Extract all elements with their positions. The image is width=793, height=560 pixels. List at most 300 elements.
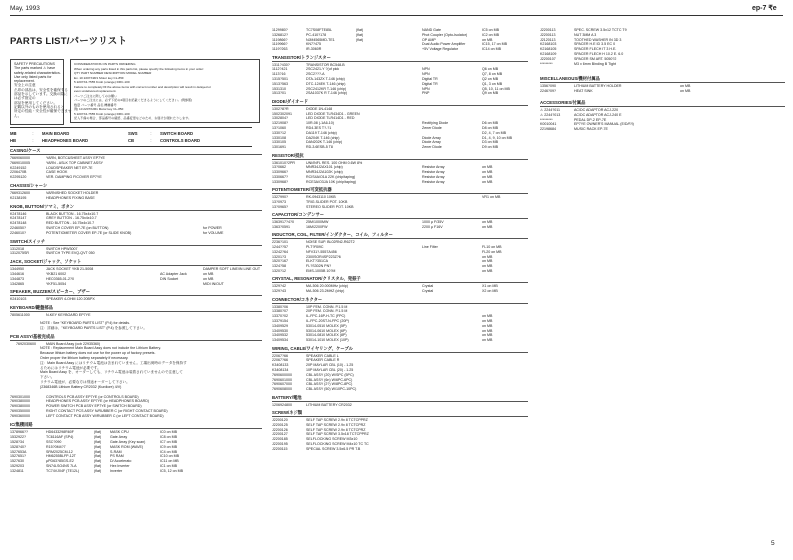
- order-box-line: even undelivered replacement.: [74, 89, 117, 93]
- part-number: K2168109: [540, 51, 557, 56]
- part-name: PLT?R09C: [306, 245, 324, 250]
- parts-row: [10, 297, 262, 302]
- section-heading: SPEAKER, BUZZER/スピーカー、ブザー: [10, 289, 91, 295]
- part-reference: on MB: [203, 271, 214, 276]
- part-reference: 2200 μ F16V: [422, 224, 443, 229]
- board-separator: ：: [32, 131, 37, 136]
- part-name: 2SC2412KR T-146 (chip): [306, 86, 347, 91]
- parts-row: [272, 269, 528, 274]
- section-heading: CASING/ケース: [10, 148, 41, 153]
- part-name: YKF51-5054: [46, 281, 67, 286]
- part-name: MNR34J2A102K (chip): [306, 170, 343, 175]
- parts-row: [272, 205, 528, 210]
- section-heading: CONNECTOR/コネクター: [272, 296, 323, 302]
- pcb-note: 下さい。: [40, 375, 55, 380]
- part-location: X1 on MB: [482, 284, 498, 289]
- part-reference: Hex Inverter: [110, 464, 130, 469]
- part-name: 16M/2200FW: [306, 224, 328, 229]
- part-reference: OP AMP: [422, 37, 436, 42]
- part-name: SELF TAP SCREW 2.9x 8 TCTCPRZ: [306, 427, 366, 432]
- part-number: 1112?421: [272, 67, 288, 72]
- part-name: SWITCH TYPE EVQ-QVT 050: [46, 251, 95, 256]
- part-name: LED DIODE TLR434D1 - GREEN: [306, 111, 360, 116]
- part-number: 1330108: [272, 135, 286, 140]
- part-number: 1119866?: [272, 37, 288, 42]
- part-name: MNR34J2AX101 (chip): [306, 165, 343, 170]
- part-number: ⚠ 2244?013: [540, 112, 561, 117]
- part-number: 1119?263: [272, 47, 288, 52]
- parts-section: [272, 187, 528, 209]
- part-number: 1324811: [10, 468, 24, 473]
- part-number: J2120113: [540, 37, 556, 42]
- part-number: 1113?16: [272, 72, 286, 77]
- part-location: on MB: [482, 269, 493, 274]
- parts-section: [272, 297, 528, 343]
- section-heading: IC/集積回路: [10, 422, 33, 428]
- part-name: TRIG.SLIDER POT. 10KB: [306, 199, 348, 204]
- parts-section: [272, 410, 528, 452]
- parts-section: [10, 305, 262, 318]
- section-rule: [272, 61, 528, 62]
- part-number: K2478146: [10, 211, 27, 216]
- part-name: 20P FEM. CONN. P.1.5 M: [306, 309, 348, 314]
- part-location: on MB: [482, 264, 493, 269]
- part-number: J2200185: [272, 437, 288, 442]
- parts-row: [10, 251, 262, 256]
- part-reference: MIDI IN/OUT: [203, 281, 224, 286]
- section-rule: [10, 189, 262, 190]
- parts-section: [10, 259, 262, 286]
- section-heading: CHASSIS/シャーシ: [10, 182, 48, 188]
- part-number: K2138195: [10, 195, 27, 200]
- part-name: RCE3A/O3JA 10K (chip/taping): [306, 179, 356, 184]
- part-name: SELFLOCKING SCREW M3x10: [306, 437, 358, 442]
- part-number: 1326812?: [272, 32, 288, 37]
- part-location: FL10 on MB: [482, 245, 502, 250]
- section-heading: CRYSTAL, RESONATOR/クリスタル、発振子: [272, 276, 361, 282]
- part-location: IC11 on MB: [160, 459, 179, 464]
- keyboard-note: 注：詳細は、"KEYBOARD PARTS LIST" (P.4) を参照して下さい。: [40, 325, 147, 330]
- part-location: Q7, 8 on MB: [482, 72, 503, 77]
- part-description: AC Adapter Jack: [160, 271, 187, 276]
- section-heading: KEYBOARD/鍵盤部品: [10, 305, 53, 311]
- part-reference: Inverter: [110, 468, 123, 473]
- part-location: on MB: [482, 165, 493, 170]
- part-name: LITHIUM BATTERY CR2032: [306, 402, 352, 407]
- safety-box-line: 部品を使用してください。: [14, 100, 58, 105]
- safety-box-line: Use only listed parts for: [14, 74, 52, 79]
- parts-row: [540, 89, 785, 94]
- part-number: 1129980?: [272, 28, 288, 32]
- accessories-section: [540, 100, 785, 132]
- part-name: R15?0M4?7: [46, 444, 66, 449]
- part-number: 1330667?: [272, 174, 288, 179]
- part-number: 13380?07: [272, 309, 288, 314]
- part-reference: NAND Gate: [422, 28, 441, 32]
- part-number: 1320?12: [272, 269, 286, 274]
- part-number: 13242?64: [272, 249, 288, 254]
- part-number: 7692030600: [16, 341, 36, 346]
- section-heading: WIRING, CABLE/ワイヤリング、ケーブル: [272, 345, 353, 351]
- part-number: 1321908?: [272, 121, 288, 126]
- part-name: 53014-1010 MOLEX (10P): [306, 338, 349, 343]
- section-rule: [10, 154, 262, 155]
- part-name: SWITCH HPW3007: [46, 246, 78, 251]
- part-name: YARN - ASLK TOP CABINET ASSY: [46, 160, 103, 165]
- parts-row: [540, 62, 785, 67]
- part-number: J2200115: [272, 446, 288, 451]
- part-reference: DAMPER SOFT LINE/IN LINE OUT: [203, 267, 261, 272]
- parts-row: [272, 387, 528, 392]
- part-reference: Line Filter: [422, 245, 438, 250]
- part-number: 7690600000: [272, 372, 292, 377]
- part-location: D2, 4, 7 on MB: [482, 130, 506, 135]
- part-name: MA-506 23.2MHZ (chip): [306, 289, 345, 294]
- part-name: FL?S302N PN?: [306, 264, 332, 269]
- part-name: LITHIUM BATTERY HOLDER: [574, 84, 622, 89]
- parts-row: [540, 127, 785, 132]
- parts-row: [272, 47, 528, 52]
- board-name: MAIN BOARD: [42, 131, 70, 136]
- part-number: 1527630: [10, 459, 24, 464]
- order-box-line: Ex. 10 2207X2R1 Motor key CL-85F: [74, 75, 124, 80]
- section-rule: [272, 238, 528, 239]
- order-box-line: パーツご注文に際してのお願い: [74, 93, 118, 98]
- part-number: 7690380000: [10, 399, 30, 404]
- part-name: NJM4565MD-TE1: [306, 37, 335, 42]
- part-reference: Rectifying Diode: [422, 121, 449, 126]
- parts-section: [272, 212, 528, 230]
- part-description: (flat): [94, 459, 102, 464]
- part-number: 13201?3: [272, 254, 286, 259]
- part-reference: Gate Array: [110, 435, 128, 440]
- section-heading: MISCELLANEOUS/機材付属品: [540, 76, 600, 82]
- part-reference: NPN: [422, 72, 430, 77]
- part-name: SPACER FLECH H 10.2 E. 6.0: [574, 51, 624, 56]
- part-name: PEDAL DP-2 EP-7E: [574, 117, 607, 122]
- parts-section: [10, 183, 262, 201]
- part-location: on MB: [482, 338, 493, 343]
- parts-row: [272, 91, 528, 96]
- part-reference: for POWER: [203, 225, 222, 230]
- part-number: 7690607000: [272, 382, 292, 387]
- part-name: RD4.3ES T?-?1: [306, 125, 332, 130]
- part-number: 7690301000: [10, 394, 30, 399]
- part-number: 7690608000: [272, 387, 292, 392]
- part-name: SPACER FLECH IT 3 H.E.: [574, 47, 617, 52]
- board-name: CONTROLS BOARD: [160, 138, 201, 143]
- parts-row: [272, 403, 528, 408]
- board-abbr: MB: [10, 131, 17, 136]
- parts-row: [10, 469, 262, 474]
- part-description: (flat): [94, 464, 102, 469]
- section-rule: [10, 265, 262, 266]
- part-reference: MASK CPU: [110, 430, 129, 435]
- page-title: PARTS LIST/パーツリスト: [10, 36, 128, 47]
- part-location: on MB: [482, 319, 493, 324]
- part-number: 13409530: [272, 328, 288, 333]
- part-location: on MB: [482, 328, 493, 333]
- board-abbr: CB: [128, 138, 135, 143]
- pcb-note: るためにはリチウム電池が必要です。: [40, 365, 101, 370]
- part-number: 1527653A: [10, 449, 27, 454]
- parts-row: [10, 175, 262, 180]
- header-date: May, 1993: [10, 5, 40, 12]
- part-description: (flat): [94, 444, 102, 449]
- left-column: [10, 148, 262, 474]
- part-name: SELF TAP SCREW 2.9x 8 TCTCPRZ: [306, 422, 366, 427]
- part-description: on MB: [680, 89, 691, 94]
- part-name: JACK SOCKET YKB 21-5008: [46, 267, 94, 272]
- part-reference: D/ Accelerato: [110, 459, 132, 464]
- part-description: (flat): [94, 435, 102, 440]
- part-location: on MB: [482, 254, 493, 259]
- part-name: POTENTIOMETER COVER EP-7E (or SLIDE KNOB): [46, 230, 132, 235]
- part-name: LEFT CONTACT PCB ASSY W/RUBBER C (or LEFT CONTACT BOARD): [46, 413, 164, 418]
- part-number: 1330?12: [272, 130, 286, 135]
- part-number: 1327990?: [272, 195, 288, 200]
- part-reference: MASK ROM (WAVE): [110, 444, 144, 449]
- pcb-note: (2368346B Lithium Battery CR2032 (Kurdiore) 4/V): [40, 384, 122, 389]
- part-number: 1363917?4?0: [272, 220, 294, 225]
- board-separator: ：: [150, 131, 155, 136]
- section-heading: RESISTOR/抵抗: [272, 152, 304, 158]
- part-number: 22198684: [540, 127, 556, 132]
- part-name: 2SC2???-A: [306, 72, 325, 77]
- order-box-heading: CONSIDERATIONS ON PARTS ORDERING: [74, 62, 136, 66]
- part-number: 2246010?: [10, 230, 26, 235]
- safety-box-line: 記載以外のものを使用されると: [14, 104, 65, 109]
- part-number: 13?0973: [272, 199, 286, 204]
- parts-section: [272, 395, 528, 408]
- part-location: IC7 on MB: [160, 440, 177, 445]
- part-number: 7669060000: [10, 156, 30, 160]
- section-rule: [540, 106, 785, 107]
- part-location: on MB: [482, 259, 493, 264]
- section-heading: JACK, SOCKET/ジャック、ソケット: [10, 259, 82, 265]
- part-name: GREY BUTTON - 16.75x4x10.7: [46, 216, 97, 221]
- order-box-line: 記入不備の場合、部品番号の確認、品番変更などのため、お届けが遅れたりします。: [74, 116, 192, 120]
- header-rule: [10, 15, 783, 16]
- part-name: CONTROLS PCB ASSY EP7YE (or CONTROLS BOARD): [46, 394, 139, 399]
- part-name: DIODE 1N-4148: [306, 106, 333, 111]
- part-description: (flat): [94, 430, 102, 435]
- part-name: SELFLOCKING SCREW M4x10 TC TC: [306, 441, 369, 446]
- part-reference: Zener Diode: [422, 145, 442, 150]
- part-reference: Digital TR: [422, 76, 438, 81]
- part-reference: +5V Voltage Regulator: [422, 47, 459, 52]
- part-name: CBL ASSY (2?) W/8PC-8PC): [306, 382, 353, 387]
- part-name: NFV31?-5557A456: [306, 249, 337, 254]
- safety-box-line: は必ず指定の: [14, 96, 36, 101]
- part-name: MUSIC RACK EP-7E: [574, 127, 608, 132]
- part-reference: Resistor Array: [422, 170, 445, 175]
- part-location: X2 on MB: [482, 289, 498, 294]
- safety-box-line: 所定の性能・安全性が確保できませ: [14, 109, 72, 114]
- part-number: 13370?02: [272, 314, 288, 319]
- part-name: μPD63?85GS-E2: [46, 459, 74, 464]
- part-number: 7690350000: [10, 408, 30, 413]
- safety-precautions-box: [10, 59, 72, 125]
- part-reference: NPN: [422, 86, 430, 91]
- parts-section: [272, 99, 528, 150]
- section-rule: [540, 82, 785, 83]
- part-name: EP7YE OWNER'S MANUAL (E/D/F/I): [574, 122, 634, 127]
- parts-row: [10, 196, 262, 201]
- parts-section: [272, 276, 528, 294]
- board-legend-row: [10, 130, 252, 137]
- part-name: KN7?475: [306, 42, 321, 47]
- part-location: IC15, 17 on MB: [482, 42, 507, 47]
- parts-row: [10, 231, 262, 236]
- section-rule: [272, 401, 528, 402]
- part-name: MA-506 20.000MHz (chip): [306, 284, 348, 289]
- section-heading: SCREW/ネジ類: [272, 409, 303, 415]
- misc-section: [540, 76, 785, 94]
- section-rule: [272, 218, 528, 219]
- section-rule: [272, 416, 528, 417]
- part-number: 1527651?: [10, 454, 26, 459]
- part-number: 1330966?: [272, 170, 288, 175]
- part-number: 22067?66: [272, 353, 288, 358]
- part-name: 10P FEM. CONN. P.1.5 M: [306, 304, 348, 309]
- part-location: D8 on MB: [482, 125, 498, 130]
- part-number: 13?0965?: [272, 204, 288, 209]
- part-location: D6 on MB: [482, 121, 498, 126]
- part-name: SPEAKER CABLE R: [306, 358, 340, 363]
- order-box-line: 5 2207X4-7555 Knob (orange) DRC-100: [74, 80, 130, 84]
- part-reference: NPN: [422, 67, 430, 72]
- parts-section: [10, 239, 262, 257]
- part-name: RCIS4A/O1A 22K (chip/taping): [306, 174, 356, 179]
- part-name: EMS-1005B 10?M: [306, 269, 336, 274]
- part-description: (flat): [356, 28, 364, 32]
- section-rule: [272, 105, 528, 106]
- part-name: TC7S08FTE85L: [306, 28, 332, 32]
- part-location: D1, 4, 9, 10 on MB: [482, 135, 512, 140]
- section-heading: POTENTIOMETER/可変抵抗器: [272, 187, 332, 193]
- pcb-note: Because lithium battery does not use for the power up of factory presets.: [40, 351, 156, 356]
- part-number: 1329?43: [272, 289, 286, 294]
- parts-row: [10, 342, 262, 347]
- part-location: IC5, 12 on MB: [160, 468, 183, 473]
- part-name: 25M/1000MW: [306, 220, 329, 225]
- part-name: DA119 T-146 (chip): [306, 130, 337, 135]
- part-name: 10R-08 (-1A6-10): [306, 121, 334, 126]
- part-number: 1312018: [10, 246, 24, 251]
- part-name: RED BUTTON - 16.75x4x10.7: [46, 221, 95, 226]
- safety-box-line: 安全上の注意: [14, 83, 36, 88]
- safety-box-line: ⚠印の部品は、安全性を確保する: [14, 87, 68, 92]
- part-number: 1528?34: [10, 440, 24, 445]
- part-description: DIN Socket: [160, 276, 179, 281]
- part-location: on MB: [482, 174, 493, 179]
- part-name: ELKT?351CA: [306, 259, 328, 264]
- part-location: D9 on MB: [482, 145, 498, 150]
- part-number: 1528?40?: [10, 444, 26, 449]
- part-number: ⚠ 2244?011: [540, 107, 560, 112]
- part-location: IC4 on MB: [160, 449, 177, 454]
- part-location: IC0 on MB: [160, 430, 177, 435]
- part-name: HM6255BLFP-12T: [46, 454, 76, 459]
- part-number: J2200120: [272, 417, 288, 422]
- part-location: D3 on MB: [482, 140, 498, 145]
- part-number: 1330968?: [272, 179, 288, 184]
- board-name: HEADPHONES BOARD: [42, 138, 89, 143]
- part-description: (flat): [356, 37, 364, 42]
- part-name: SN74LSO4NS 7LA: [46, 464, 77, 469]
- part-description: (flat): [94, 454, 102, 459]
- section-heading: TRANSISTOR/トランジスター: [272, 54, 331, 60]
- part-number: 1361010?2PR: [272, 160, 295, 165]
- part-name: N-KEY KEYBOARD EP7YE: [46, 313, 91, 318]
- part-name: SPACER H.E ID 3.5 EC 0: [574, 42, 616, 47]
- part-description: (flat): [94, 468, 102, 473]
- part-name: IR-3060R: [306, 47, 322, 52]
- part-reference: Phot Coupler (Opto-Isolator): [422, 32, 468, 37]
- part-number: 1378966??: [10, 430, 28, 435]
- part-name: SPEAKER 4-OHM 120 20BPX: [46, 297, 95, 302]
- part-number: 2246?09?: [540, 89, 556, 94]
- section-rule: [272, 352, 528, 353]
- board-separator: ：: [150, 138, 155, 143]
- part-number: 1513?563: [272, 81, 288, 86]
- keyboard-note: NOTE : See "KEYBOARD PARTS LIST" (P.4) for details.: [40, 320, 131, 325]
- part-name: SELF TAP SCREW 3.5x18 TCTCPPRZ: [306, 432, 369, 437]
- part-number: 13409529: [272, 323, 288, 328]
- safety-box-line: The parts marked ⚠ have: [14, 66, 56, 71]
- part-reference: Dual Audio Power Amplifier: [422, 42, 466, 47]
- part-number: K3408134: [272, 367, 289, 372]
- part-number: 2236?101: [272, 240, 288, 245]
- part-reference: 1000 μ F/35V: [422, 220, 444, 225]
- section-heading: ACCESSORIES/付属品: [540, 99, 586, 105]
- section-rule: [272, 282, 528, 283]
- parts-row: [272, 289, 528, 294]
- pcb-note: Order proper the lithium battery separately if necessary.: [40, 355, 129, 360]
- part-name: SWITCH COVER EP-7E (on BUTTON): [46, 225, 109, 230]
- order-box-line: 数量 パーツ番号 品名 機種番号: [74, 102, 117, 107]
- part-number: 1312075SR: [10, 251, 29, 256]
- page-number: 5: [771, 540, 775, 547]
- parts-row: [272, 225, 528, 230]
- part-location: VR1 on MB: [482, 195, 501, 200]
- part-number: 1315?501: [272, 76, 288, 81]
- part-reference: S-RAM: [110, 449, 122, 454]
- board-abbr: HB: [10, 138, 17, 143]
- part-number: J2200107: [540, 56, 556, 61]
- order-box-line: QTY PART NUMBER DESCRIPTION MODEL NUMBER: [74, 71, 152, 75]
- part-number: K2478148: [10, 221, 27, 226]
- part-name: STEREO SLIDER POT. 10KB: [306, 204, 354, 209]
- part-location: on MB: [482, 170, 493, 175]
- parts-row: [272, 447, 528, 452]
- part-number: J2200195: [272, 441, 288, 446]
- part-name: MAIN Board Assy (ccb 22935360): [46, 341, 101, 346]
- parts-section: [272, 232, 528, 274]
- parts-row: [10, 282, 262, 287]
- section-rule: [10, 245, 262, 246]
- part-location: on MB: [482, 333, 493, 338]
- part-name: HEADPHONES PCB ASSY EP7YE (or HEADPHONES BOARD): [46, 399, 149, 404]
- section-heading: CAPACITOR/コンデンサー: [272, 212, 325, 218]
- part-reference: Diode Array: [422, 140, 441, 145]
- part-name: HD6433298R60F: [46, 430, 74, 435]
- part-number: 1344873: [10, 276, 24, 281]
- section-rule: [10, 311, 262, 312]
- part-name: 2SA1037K R T-146 (chip): [306, 91, 347, 96]
- part-number: 1529203: [10, 464, 24, 469]
